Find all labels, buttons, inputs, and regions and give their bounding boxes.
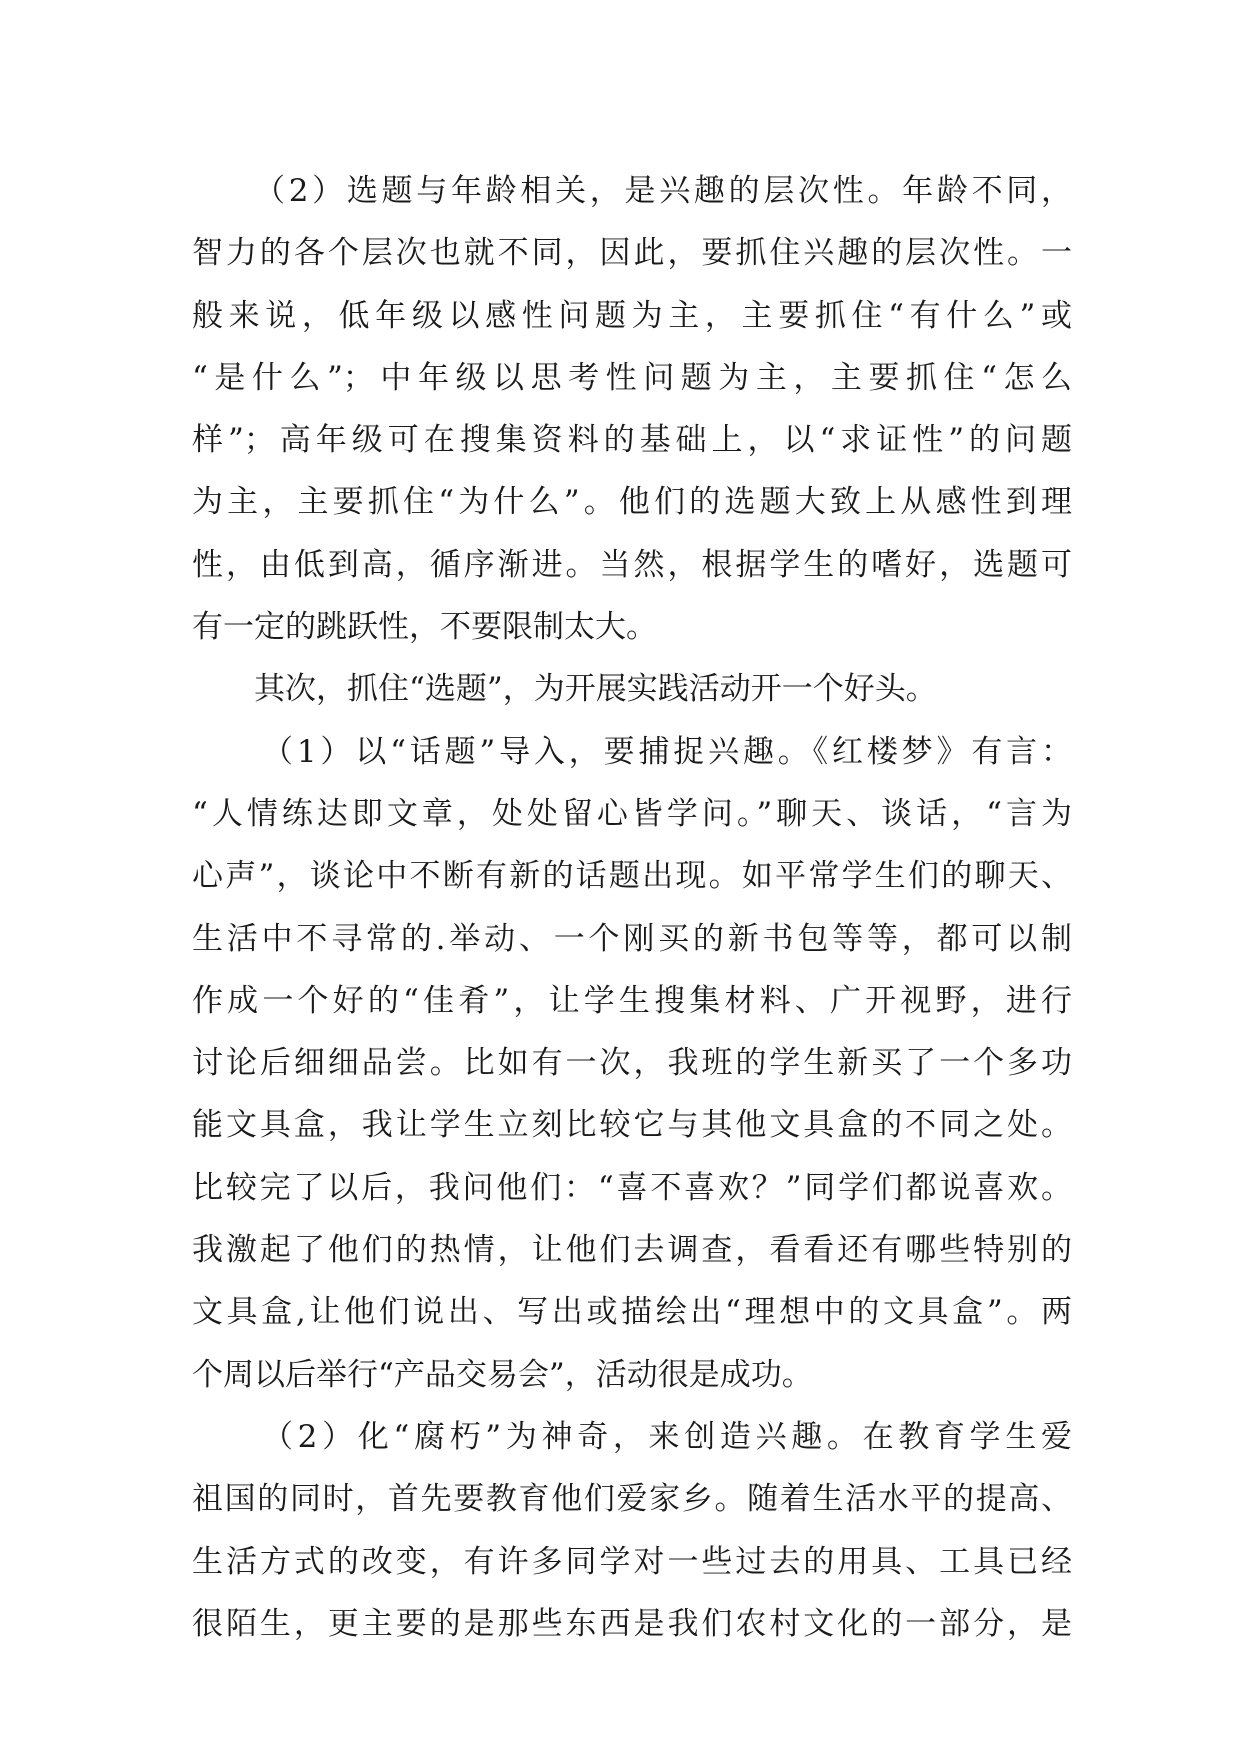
paragraph-line: 为主，主要抓住“为什么”。他们的选题大致上从感性到理 bbox=[192, 484, 1072, 521]
paragraph-line: 般来说，低年级以感性问题为主，主要抓住“有什么”或 bbox=[192, 297, 1072, 334]
paragraph-line: 智力的各个层次也就不同，因此，要抓住兴趣的层次性。一 bbox=[192, 235, 1072, 272]
paragraph-line: （1）以“话题”导入，要捕捉兴趣。《红楼梦》有言： bbox=[262, 733, 1072, 770]
paragraph-line: “人情练达即文章，处处留心皆学问。”聊天、谈话，“言为 bbox=[192, 795, 1072, 832]
body-text bbox=[192, 160, 1072, 1655]
paragraph-line: “是什么”；中年级以思考性问题为主，主要抓住“怎么 bbox=[192, 359, 1072, 396]
paragraph-line: 我激起了他们的热情，让他们去调查，看看还有哪些特别的 bbox=[192, 1232, 1072, 1269]
paragraph-line: 其次，抓住“选题”，为开展实践活动开一个好头。 bbox=[254, 671, 937, 708]
paragraph-line: 文具盒,让他们说出、写出或描绘出“理想中的文具盒”。两 bbox=[192, 1294, 1072, 1331]
paragraph-line: 比较完了以后，我问他们：“喜不喜欢？”同学们都说喜欢。 bbox=[192, 1169, 1072, 1206]
paragraph-line: （2）化“腐朽”为神奇，来创造兴趣。在教育学生爱 bbox=[262, 1418, 1072, 1455]
paragraph-line: 讨论后细细品尝。比如有一次，我班的学生新买了一个多功 bbox=[192, 1045, 1072, 1082]
paragraph-line: 生活中不寻常的.举动、一个刚买的新书包等等，都可以制 bbox=[192, 920, 1072, 957]
paragraph-line: 样”；高年级可在搜集资料的基础上，以“求证性”的问题 bbox=[192, 422, 1072, 459]
paragraph-line: 个周以后举行“产品交易会”，活动很是成功。 bbox=[192, 1356, 813, 1393]
paragraph-line: 祖国的同时，首先要教育他们爱家乡。随着生活水平的提高、 bbox=[192, 1481, 1072, 1518]
paragraph-line: 有一定的跳跃性，不要限制太大。 bbox=[192, 609, 657, 646]
paragraph-line: （2）选题与年龄相关，是兴趣的层次性。年龄不同， bbox=[254, 173, 1072, 209]
paragraph-line: 很陌生，更主要的是那些东西是我们农村文化的一部分，是 bbox=[192, 1605, 1072, 1642]
paragraph-line: 心声”，谈论中不断有新的话题出现。如平常学生们的聊天、 bbox=[192, 858, 1072, 895]
paragraph-line: 能文具盒，我让学生立刻比较它与其他文具盒的不同之处。 bbox=[192, 1107, 1072, 1144]
paragraph-line: 作成一个好的“佳肴”，让学生搜集材料、广开视野，进行 bbox=[192, 982, 1072, 1019]
paragraph-line: 生活方式的改变，有许多同学对一些过去的用具、工具已经 bbox=[192, 1543, 1072, 1580]
paragraph-line: 性，由低到高，循序渐进。当然，根据学生的嗜好，选题可 bbox=[192, 546, 1072, 583]
